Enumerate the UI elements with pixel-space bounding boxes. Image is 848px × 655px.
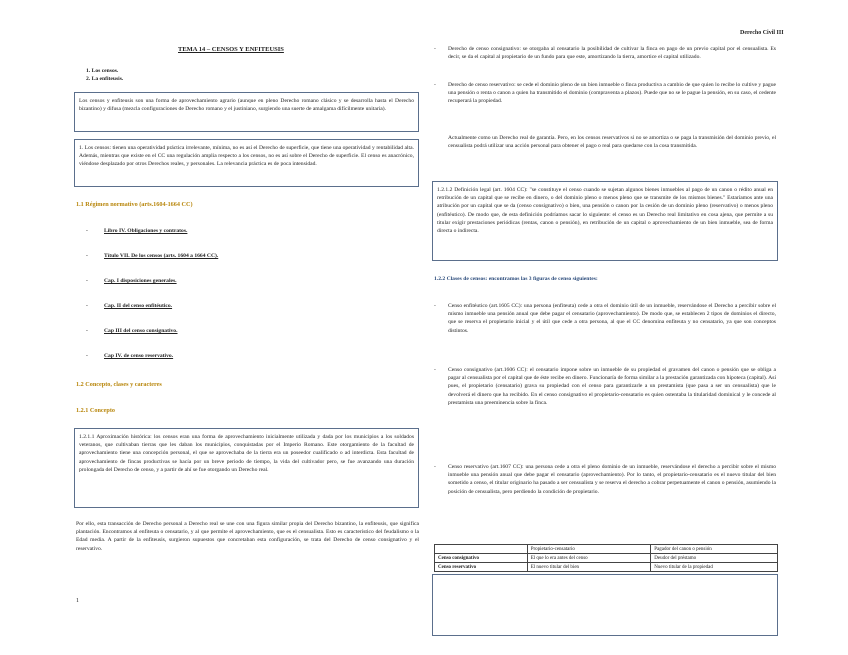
document-title: TEMA 14 – CENSOS Y ENFITEUSIS xyxy=(178,46,284,53)
list-item: - Cap III del censo consignativo. xyxy=(86,328,178,334)
comparison-table xyxy=(434,544,778,572)
list-item: - Título VII. De los censos (arts. 1604 a 1664 CC). xyxy=(86,253,219,259)
toc-item[interactable]: 1. Los censos. xyxy=(86,68,119,74)
classes-heading: 1.2.2 Clases de censos: encontramos las 3 figuras de censo siguientes: xyxy=(434,276,598,282)
table-row xyxy=(435,563,778,572)
list-item: - Cap. II del censo enfitéutico. xyxy=(86,303,173,309)
bullet-reservativo: - Derecho de censo reservativo: se cede el dominio pleno de un bien inmueble o finca productiva a cambio de que quien lo recibe lo cultive y pague una pensión o renta o canon a quien ha transmitido el dominio (compraventa a plazos). Puede que no se le pague la pensión, en su caso, el cedente recuperará la propiedad. xyxy=(434,82,776,105)
censos-definition: 1. Los censos: tienen una operatividad práctica irrelevante, mínima, no es así el Derecho de superficie, que tiene una operatividad y rentabilidad alta. Además, mientras que existe en el CC una regulación amplia respecto a los censos, no es así sobre el Derecho de superficie. El censo es anacrónico, viéndose desplazado por otros Derechos reales, y personales. La relevancia práctica es de poca intensidad. xyxy=(79,145,414,168)
table-header-cell: Propietario-censatario xyxy=(527,545,651,554)
class-reservativo: - Censo reservativo (art.1607 CC): una persona cede a otra el pleno dominio de un inmueble, reservándose el derecho a percibir sobre el mismo inmueble una pensión anual que debe pagar el censatario (aprovechamiento). Por lo tanto, el propietario-censatario es el nuevo titular del bien sometido a censo, el titular originario ha pasado a ser censualista y se reserva el derecho a cobrar perpetuamente el canon o pensión, asumiendo la posición de censualista, pero perdiendo la condición de propietario. xyxy=(434,464,776,495)
class-consignativo: - Censo consignativo (art.1606 CC): el censatario impone sobre un inmueble de su propiedad el gravamen del canon o pensión que se obliga a pagar al censualista por el capital que de éste recibe en dinero. Funcionaría de forma similar a la prestación garantizada con hipoteca (capital). Así pues, el propietario (censatario) grava su propiedad con el censo para garantizarle a un prestamista (que pasa a ser un censualista) que le devolverá el dinero que ha recibido. En el censo consignativo el propietario-censatario es quien ostentaba la titularidad dominical y le concede al prestamista una preeminencia sobre la finca. xyxy=(434,367,776,406)
table-cell: Deudor del préstamo xyxy=(651,554,778,563)
table-header-cell: Pagador del canon o pensión xyxy=(651,545,778,554)
table-cell: El nuevo titular del bien xyxy=(527,563,651,572)
subsection-heading: 1.2.1 Concepto xyxy=(76,407,116,414)
table-cell: Nuevo titular de la propiedad xyxy=(651,563,778,572)
table-header-row xyxy=(435,545,778,554)
toc-item[interactable]: 2. La enfiteusis. xyxy=(86,76,124,83)
legal-definition: 1.2.1.2 Definición legal (art. 1604 CC): "se constituye el censo cuando se sujetan algunos bienes inmuebles al pago de un canon o rédito anual en retribución de un capital que se recibe en dinero, o del dominio pleno o menos pleno que se transmite de los mismos bienes." Estaríamos ante una atribución por un capital que se da (censo consignativo) o bien, una pensión o canon por la cesión de un dominio pleno (reservativo) o menos pleno (enfitéutico). De modo que, de esta definición podríamos sacar lo siguiente: el censo es un Derecho real limitativo en cosa ajena, que permite a su titular exigir prestaciones periódicas (rentas, canon o pensión), en retribución de un capital o aprovechamiento de un bien inmueble, sea de forma directa o indirecta. xyxy=(437,187,773,235)
legal-definition-box xyxy=(432,181,778,261)
intro-box xyxy=(74,92,419,132)
censos-definition-box xyxy=(74,139,419,187)
regimen-list xyxy=(86,227,386,377)
paragraph: Por ello, esta transacción de Derecho personal a Derecho real se une con una figura similar propia del Derecho bizantino, la enfiteusis, que significa plantación. Encontramos al enfiteuta o censatario, y al que permite el aprovechamiento, que es el censualista. Esto es característico del feudalismo o la Edad media. A partir de la enfiteusis, surgieron supuestos que concretaban esta configuración, se trata del Derecho de censo consignativo y el reservativo. xyxy=(76,521,419,552)
list-item: - Cap IV. de censo reservativo. xyxy=(86,353,174,359)
table-cell: El que lo era antes del censo xyxy=(527,554,651,563)
table-row xyxy=(435,554,778,563)
table-cell: Censo reservativo xyxy=(435,563,528,572)
page-header: Derecho Civil III xyxy=(740,30,784,36)
section-heading: 1.2 Concepto, clases y caracteres xyxy=(76,381,162,388)
class-enfiteutico: - Censo enfitéutico (art.1605 CC): una persona (enfiteuta) cede a otra el dominio útil de un inmueble, reservándose el Derecho a percibir sobre el mismo inmueble una pensión anual que debe pagar el censatario (aprovechamiento). De modo que, se establecen 2 tipos de dominios el directo, que se reserva el propietario inicial y el útil que cede a otra persona, al que el CC denomina enfiteuta y no censatario, ya que son conceptos distintos. xyxy=(434,303,776,334)
section-heading: 1.1 Régimen normativo (arts.1604-1664 CC) xyxy=(76,201,193,208)
historical-approach: 1.2.1.1 Aproximación histórica: los censos eran una forma de aprovechamiento inicialmente utilizada y dada por los municipios a los soldados veteranos, que cultivaban tierras que les daban los municipios, conquistadas por el Imperio Romano. Este otorgamiento de la facultad de aprovechamiento tiene una concepción personal, el que se aprovechaba de la tierra era un poseedor cualificado o ad interdicta. Esta facultad de aprovechamiento de fincas productivas se hacía por un breve periodo de tiempo, la vida del cultivador pero, se fue avanzando una duración prolongada del Derecho de censo, y a partir de ahí se fue otorgando un Derecho real. xyxy=(79,434,414,473)
paragraph: Actualmente como un Derecho real de garantía. Pero, en los censos reservativos si no se amortiza o se paga la transmisión del dominio previo, el censualista podrá utilizar una acción personal para obtener el pago o real para quedarse con la cosa transmitida. xyxy=(448,135,776,150)
empty-box xyxy=(432,574,778,636)
list-item: - Libro IV. Obligaciones y contratos. xyxy=(86,228,188,234)
table-cell: Censo consignativo xyxy=(435,554,528,563)
bullet-consignativo: - Derecho de censo consignativo: se otorgaba al censatario la posibilidad de cultivar la finca en pago de un previo capital por el censualista. Es decir, se da el capital al propietario de un fundo para que este, amortizando la tierra, amortice el capital utilizado. xyxy=(434,46,776,61)
table-header-cell xyxy=(435,545,528,554)
historical-approach-box xyxy=(74,428,419,508)
list-item: - Cap. I disposiciones generales. xyxy=(86,278,177,284)
table-of-contents xyxy=(86,67,386,83)
page-number: 1 xyxy=(76,598,79,604)
intro-text: Los censos y enfiteusis son una forma de aprovechamiento agrario (aunque en pleno Derecho romano clásico y se desarrolla hasta el Derecho bizantino) y difusa (mezcla configuraciones de Derecho romano y el justiniano, surgiendo una suerte de amalgama difícilmente unitaria). xyxy=(79,98,414,113)
